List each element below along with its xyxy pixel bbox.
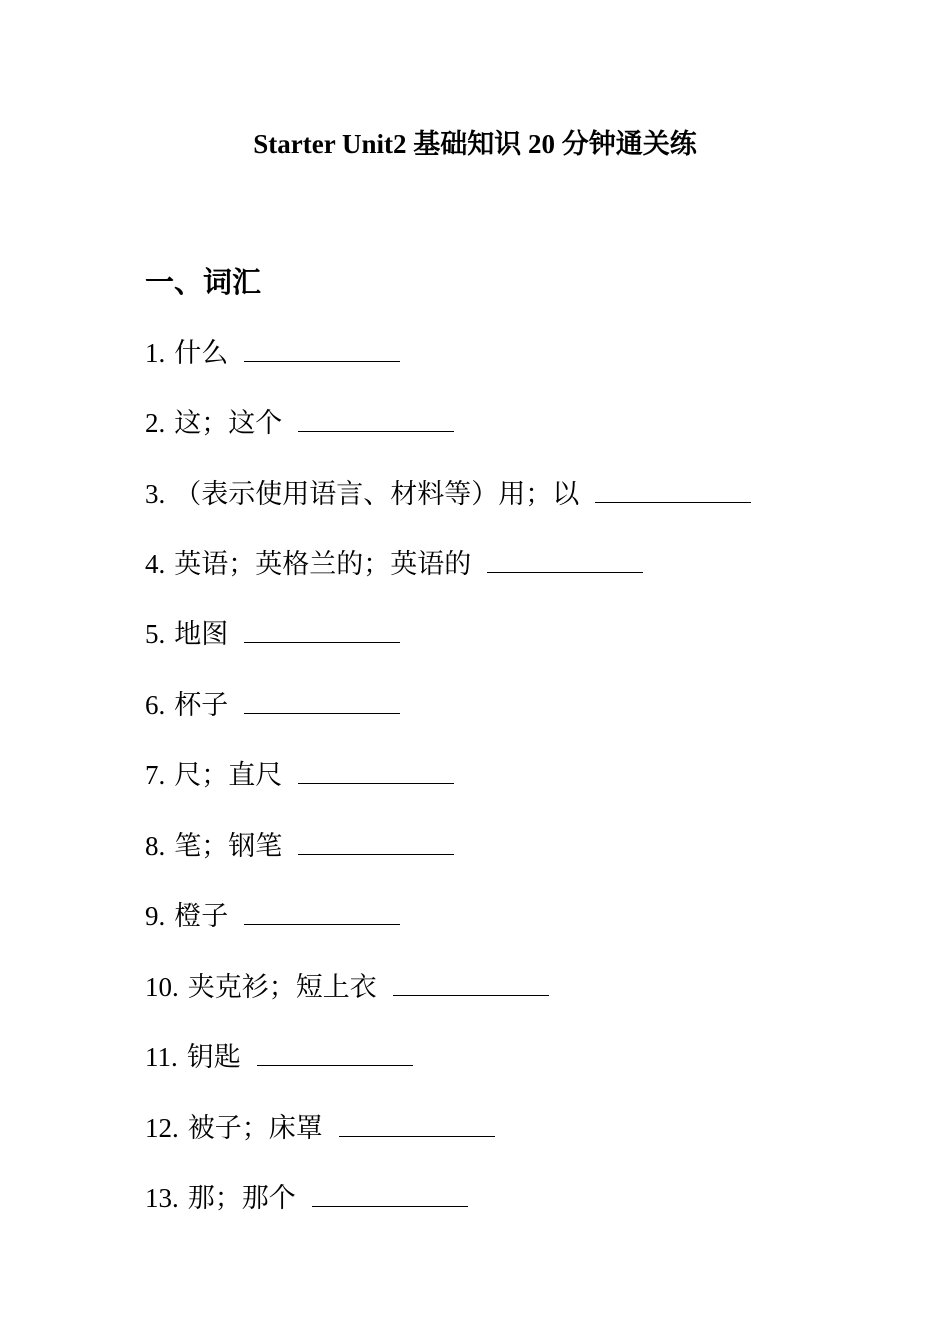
answer-blank[interactable] xyxy=(393,971,549,996)
item-number: 9. xyxy=(145,901,166,931)
answer-blank[interactable] xyxy=(244,900,400,925)
list-item xyxy=(145,758,454,792)
item-prompt: 英语；英格兰的；英语的 xyxy=(174,549,472,579)
answer-blank[interactable] xyxy=(339,1112,495,1137)
item-number: 1. xyxy=(145,338,166,368)
item-number: 7. xyxy=(145,760,166,790)
item-number: 3. xyxy=(145,479,166,509)
list-item xyxy=(145,1111,495,1145)
list-item xyxy=(145,336,400,370)
item-prompt: 地图 xyxy=(174,619,229,649)
answer-blank[interactable] xyxy=(257,1041,413,1066)
item-prompt: 那；那个 xyxy=(187,1183,296,1213)
answer-blank[interactable] xyxy=(244,689,400,714)
item-prompt: （表示使用语言、材料等）用；以 xyxy=(174,479,580,509)
list-item xyxy=(145,829,454,863)
page-title: Starter Unit2 基础知识 20 分钟通关练 xyxy=(253,129,697,159)
item-number: 2. xyxy=(145,408,166,438)
list-item xyxy=(145,406,454,440)
item-prompt: 被子；床罩 xyxy=(187,1113,323,1143)
answer-blank[interactable] xyxy=(595,478,751,503)
answer-blank[interactable] xyxy=(298,407,454,432)
list-item xyxy=(145,477,751,511)
answer-blank[interactable] xyxy=(312,1182,468,1207)
item-number: 5. xyxy=(145,619,166,649)
item-number: 13. xyxy=(145,1183,179,1213)
item-prompt: 夹克衫；短上衣 xyxy=(187,972,377,1002)
list-item xyxy=(145,1040,413,1074)
item-prompt: 这；这个 xyxy=(174,408,283,438)
item-number: 12. xyxy=(145,1113,179,1143)
section-heading-vocabulary: 一、词汇 xyxy=(145,267,262,299)
item-number: 11. xyxy=(145,1042,178,1072)
list-item xyxy=(145,899,400,933)
answer-blank[interactable] xyxy=(244,337,400,362)
item-prompt: 橙子 xyxy=(174,901,229,931)
list-item xyxy=(145,970,549,1004)
answer-blank[interactable] xyxy=(487,548,643,573)
list-item xyxy=(145,1181,468,1215)
item-number: 8. xyxy=(145,831,166,861)
item-prompt: 什么 xyxy=(174,338,229,368)
item-number: 10. xyxy=(145,972,179,1002)
item-prompt: 尺；直尺 xyxy=(174,760,283,790)
item-prompt: 笔；钢笔 xyxy=(174,831,283,861)
item-number: 6. xyxy=(145,690,166,720)
answer-blank[interactable] xyxy=(298,830,454,855)
item-number: 4. xyxy=(145,549,166,579)
item-prompt: 钥匙 xyxy=(186,1042,241,1072)
list-item xyxy=(145,617,400,651)
answer-blank[interactable] xyxy=(298,759,454,784)
list-item xyxy=(145,688,400,722)
answer-blank[interactable] xyxy=(244,618,400,643)
item-prompt: 杯子 xyxy=(174,690,229,720)
list-item xyxy=(145,547,643,581)
